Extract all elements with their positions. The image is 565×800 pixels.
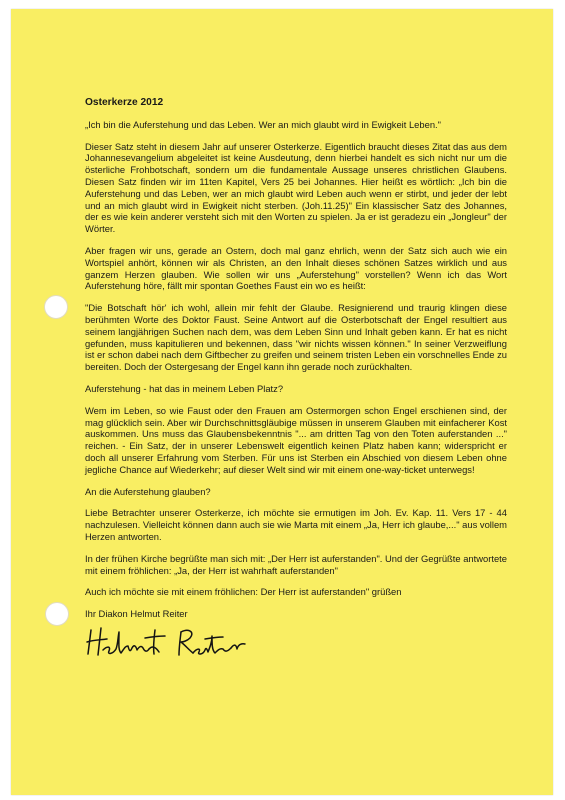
letter-title: Osterkerze 2012 [85, 97, 164, 108]
punch-hole-lower [45, 602, 69, 626]
letter-sheet [11, 9, 553, 795]
question-2: An die Auferstehung glauben? [85, 485, 211, 497]
letter-body [85, 97, 507, 662]
opening-quote: „Ich bin die Auferstehung und das Leben. Wer an mich glaubt wird in Ewigkeit Leben." [85, 118, 441, 130]
paragraph-1: Dieser Satz steht in diesem Jahr auf unserer Osterkerze. Eigentlich braucht dieses Zitat das aus dem Johannesevangelium abgeleitet ist keine Ausdeutung, denn hierbei handelt es sich nicht nur um die österliche Frohbotschaft, sondern um die fundamentale Aussage unseres christlichen Glaubens. Diesen Satz finden wir im 11ten Kapitel, Vers 25 bei Johannes. Hier heißt es wörtlich: „Ich bin die Auferstehung und das Leben, wer an mich glaubt wird Leben auch wenn er stirbt, und jeder der lebt und an mich glaubt wird in Ewigkeit nicht sterben. (Joh.11.25)" Ein klassischer Satz des Johannes, der es wie kein anderer versteht sich mit den Worten zu spielen. Ja er ist geradezu ein „Jongleur" der Wörter. [85, 140, 507, 235]
sign-off: Ihr Diakon Helmut Reiter [85, 608, 188, 620]
paragraph-2: Aber fragen wir uns, gerade an Ostern, doch mal ganz ehrlich, wenn der Satz sich auch wie ein Wortspiel anhört, können wir als Christen, an den Inhalt dieses schönen Satzes wirklich und aus ganzem Herzen glauben. Wie sollen wir uns „Auferstehung" vorstellen? Wenn ich das Wort Auferstehung höre, fällt mir spontan Goethes Faust ein wo es heißt: [85, 244, 507, 292]
handwritten-signature [85, 622, 507, 662]
signature-icon [85, 622, 285, 662]
question-1: Auferstehung - hat das in meinem Leben Platz? [85, 382, 284, 394]
paragraph-4: Wem im Leben, so wie Faust oder den Frauen am Ostermorgen schon Engel erschienen sind, der mag glücklich sein. Aber wir Durchschnittsgläubige müssen in unserem Glauben mit einfacherer Kost auskommen. Uns muss das Glaubensbekenntnis "... am dritten Tag von den Toten auferstanden ..." reichen. - Ein Satz, der in unserer Lebenswelt eigentlich keinen Platz haben kann; widerspricht er doch all unserer Erfahrung vom Sterben. Für uns ist Sterben ein Abschied von diesem Leben ohne jegliche Chance auf Wiederkehr; auf dieser Welt sind wir mit einem one-way-ticket unterwegs! [85, 404, 507, 475]
paragraph-6: In der frühen Kirche begrüßte man sich mit: „Der Herr ist auferstanden". Und der Gegrüßte antwortete mit einem fröhlichen: „Ja, der Herr ist wahrhaft auferstanden" [85, 552, 507, 576]
closing-line: Auch ich möchte sie mit einem fröhlichen: Der Herr ist auferstanden" grüßen [85, 586, 402, 598]
paragraph-3: "Die Botschaft hör' ich wohl, allein mir fehlt der Glaube. Resignierend und traurig klingen diese berühmten Worte des Doktor Faust. Seine Antwort auf die Osterbotschaft der Engel resultiert aus seinem langjährigen Suchen nach dem, was dem Leben Sinn und Inhalt geben kann. Er hat es nicht gefunden, muss kapitulieren und bekennen, dass "wir nichts wissen können." In seiner Verzweiflung ist er schon dabei nach dem Giftbecher zu greifen und seinem tristen Leben ein vorschnelles Ende zu bereiten. Doch der Ostergesang der Engel kann ihn gerade noch zurückhalten. [85, 302, 507, 373]
paragraph-5: Liebe Betrachter unserer Osterkerze, ich möchte sie ermutigen im Joh. Ev. Kap. 11. Vers 17 - 44 nachzulesen. Vielleicht können dann auch sie wie Marta mit einem „Ja, Herr ich glaube,..." aus vollem Herzen antworten. [85, 507, 507, 542]
punch-hole-upper [44, 295, 68, 319]
